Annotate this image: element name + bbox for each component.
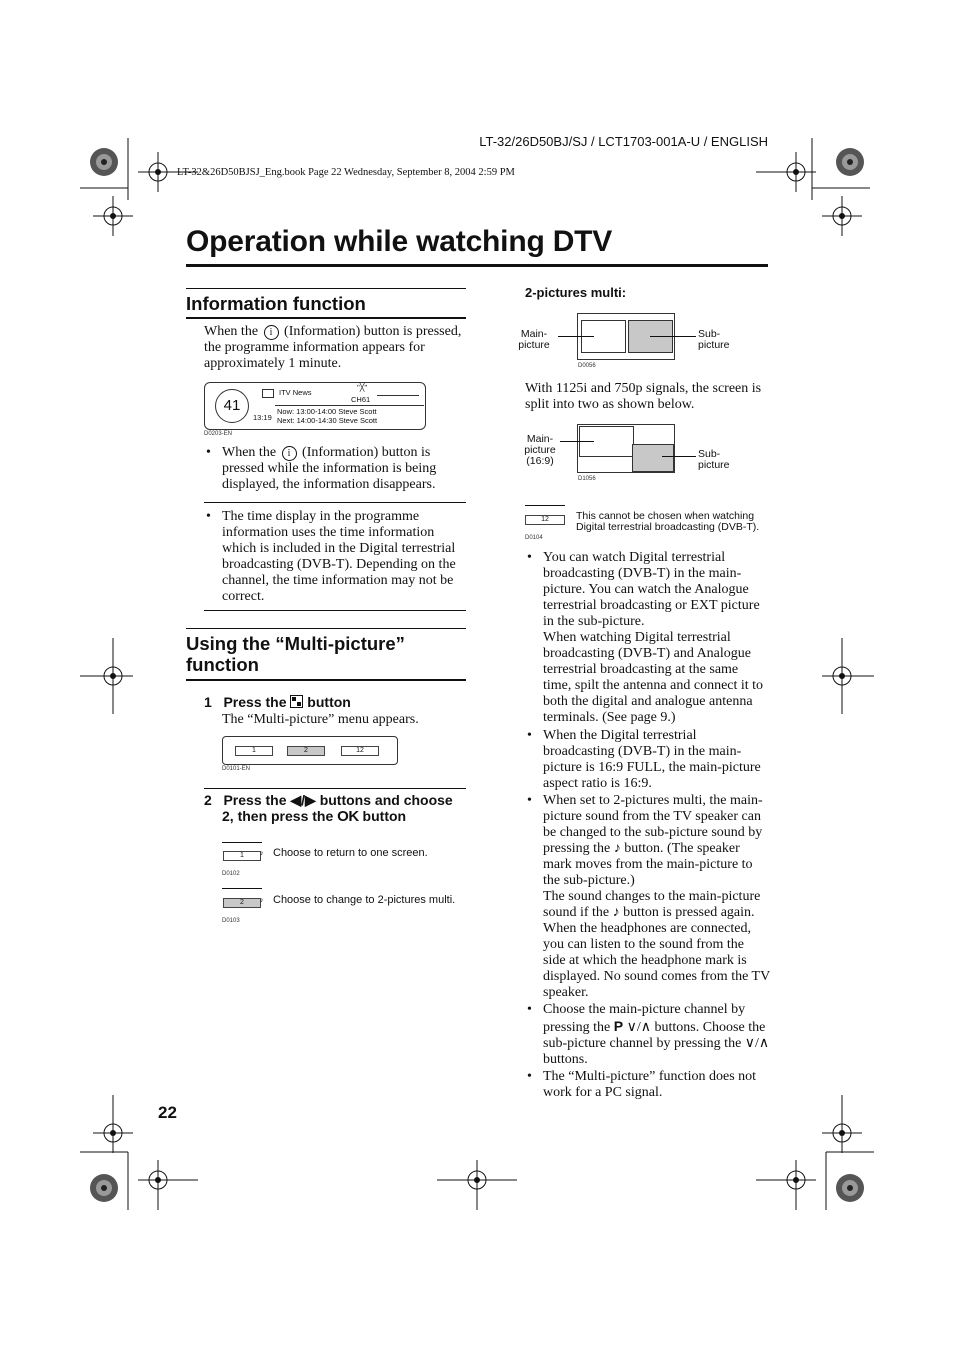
service-name: ITV News xyxy=(279,388,312,397)
info-bullet-1 xyxy=(222,445,466,493)
title-rule xyxy=(186,264,768,267)
figure-code: D0101-EN xyxy=(222,766,251,772)
step-1 xyxy=(204,694,351,710)
diagram2-sub-pointer xyxy=(662,456,696,457)
note-text: This cannot be chosen when watching Digital terrestrial broadcasting (DVB-T). xyxy=(576,510,760,533)
section-rule xyxy=(204,788,466,789)
diagram1-sub-label: Sub- picture xyxy=(698,328,730,351)
multi-picture-button-icon xyxy=(290,695,303,708)
step-1-number: 1 xyxy=(204,694,212,710)
info-intro xyxy=(204,324,466,372)
list-item: The sound changes to the main-picture sound if the ♪ button is pressed again. When the headphones are connected, you can listen to the sound from the side at which the headphone mark is displayed. No sound comes from the TV speaker. xyxy=(543,889,770,1000)
info-icon: i xyxy=(264,325,279,340)
ok-button-label: OK xyxy=(337,808,359,825)
diagram2-sub-label: Sub- picture xyxy=(698,448,730,471)
menu-item-1: 1 xyxy=(235,746,273,756)
figure-code: D0102 xyxy=(222,871,240,877)
info-heading: Information function xyxy=(186,293,366,314)
time-display: 13:19 xyxy=(253,413,272,422)
multi-heading-line1: Using the “Multi-picture” xyxy=(186,633,405,654)
option-1-text: Choose to return to one screen. xyxy=(273,847,428,859)
figure-code: D0056 xyxy=(578,363,596,369)
list-item: When the Digital terrestrial broadcasting (DVB-T) in the main-picture is 16:9 FULL, the main-picture aspect ratio is 16:9. xyxy=(543,728,761,791)
info-bullet-2 xyxy=(222,509,466,605)
two-pictures-heading: 2-pictures multi: xyxy=(525,285,627,300)
p-button-label: P xyxy=(613,1018,624,1034)
channel-number-badge xyxy=(215,389,249,423)
multi-picture-menu xyxy=(222,736,398,765)
figure-code: D0104 xyxy=(525,535,543,541)
option-1-label: 1 xyxy=(223,851,261,861)
bullet1-after: (Information) button is pressed while the information is being displayed, the information disappears. xyxy=(222,445,437,492)
section-rule xyxy=(186,317,466,319)
signals-text: With 1125i and 750p signals, the screen is split into two as shown below. xyxy=(525,381,762,412)
step-1-desc: The “Multi-picture” menu appears. xyxy=(222,712,419,727)
step-1-after: button xyxy=(307,694,351,710)
info-intro-before: When the xyxy=(204,324,259,339)
section-rule xyxy=(186,628,466,629)
bullet1-before: When the xyxy=(222,445,277,460)
speaker-icon: ♪ xyxy=(260,897,264,904)
page-title: Operation while watching DTV xyxy=(186,225,613,258)
right-bullets xyxy=(543,550,770,1101)
now-programme: Now: 13:00-14:00 Steve Scott xyxy=(277,407,377,416)
antenna-icon: ʹʹ╳ʹʹ xyxy=(357,383,368,392)
list-item: The “Multi-picture” function does not work for a PC signal. xyxy=(543,1069,757,1100)
figure-code: D1056 xyxy=(578,476,596,482)
bullet2-text: The time display in the programme information uses the time information which is included in the Digital terrestrial broadcasting (DVB-T). Depending on the channel, the time information may not be correct. xyxy=(222,509,456,604)
page-number: 22 xyxy=(158,1103,177,1122)
model-line: LT-32/26D50BJ/SJ / LCT1703-001A-U / ENGLISH xyxy=(479,134,768,149)
menu-item-2: 2 xyxy=(287,746,325,756)
channel-number: 41 xyxy=(223,397,241,414)
list-item: When watching Digital terrestrial broadcasting (DVB-T) and Analogue terrestrial broadcasting at the same time, spilt the antenna and connect it to both the digital and analogue antenna terminals. (See page 9.) xyxy=(543,630,764,725)
step-2-line2-before: 2, then press the xyxy=(222,808,334,824)
note-rule xyxy=(525,505,565,506)
divider xyxy=(275,405,424,406)
info-icon: i xyxy=(282,446,297,461)
option-2-text: Choose to change to 2-pictures multi. xyxy=(273,894,456,906)
signal-bar xyxy=(377,395,419,396)
book-line: LT-32&26D50BJSJ_Eng.book Page 22 Wednesday, September 8, 2004 2:59 PM xyxy=(177,167,515,178)
channel-label: CH61 xyxy=(351,395,371,404)
info-screen-illustration xyxy=(204,382,426,430)
speaker-icon: ♪ xyxy=(260,850,264,857)
option-rule xyxy=(222,842,262,843)
diagram1-sub-pointer xyxy=(650,336,696,337)
note-label: 12 xyxy=(525,515,565,525)
diagram2-sub-picture xyxy=(632,444,674,472)
list-item: You can watch Digital terrestrial broadcasting (DVB-T) in the main-picture. You can watch the Analogue terrestrial broadcasting or EXT picture in the sub-picture. xyxy=(543,550,760,629)
diagram1-main-label: Main- picture xyxy=(518,328,550,351)
step-2-line1: Press the ◀/▶ buttons and choose xyxy=(223,792,453,808)
figure-code: D0203-EN xyxy=(204,431,233,437)
info-intro-after: (Information) button is pressed, the programme information appears for approximately 1 minute. xyxy=(204,324,462,371)
option-rule xyxy=(222,888,262,889)
section-rule xyxy=(186,679,466,681)
step-1-before: Press the xyxy=(223,694,287,710)
diagram2-main-pointer xyxy=(560,441,594,442)
figure-code: D0103 xyxy=(222,918,240,924)
multi-heading-line2: function xyxy=(186,654,259,675)
diagram1-main-pointer xyxy=(558,336,594,337)
tv-icon xyxy=(262,389,274,398)
diagram2-main-label: Main- picture (16:9) xyxy=(524,433,556,467)
menu-item-12: 12 xyxy=(341,746,379,756)
option-2-label: 2 xyxy=(223,898,261,908)
section-rule xyxy=(204,610,466,611)
section-rule xyxy=(204,502,466,503)
list-item: Choose the main-picture channel by pressing the P ∨/∧ buttons. Choose the sub-picture channel by pressing the ∨/∧ buttons. xyxy=(543,1002,770,1067)
next-programme: Next: 14:00-14:30 Steve Scott xyxy=(277,416,378,425)
step-2 xyxy=(204,792,466,825)
section-rule xyxy=(186,288,466,289)
speaker-icon: ♪ xyxy=(613,841,621,856)
step-2-number: 2 xyxy=(204,792,212,808)
multi-heading xyxy=(186,633,405,675)
speaker-icon: ♪ xyxy=(612,905,620,920)
step-2-line2-after: button xyxy=(362,808,407,824)
list-item: When set to 2-pictures multi, the main-picture sound from the TV speaker can be changed to the sub-picture sound by pressing the ♪ button. (The speaker mark moves from the main-picture to the sub-picture.) xyxy=(543,793,763,888)
